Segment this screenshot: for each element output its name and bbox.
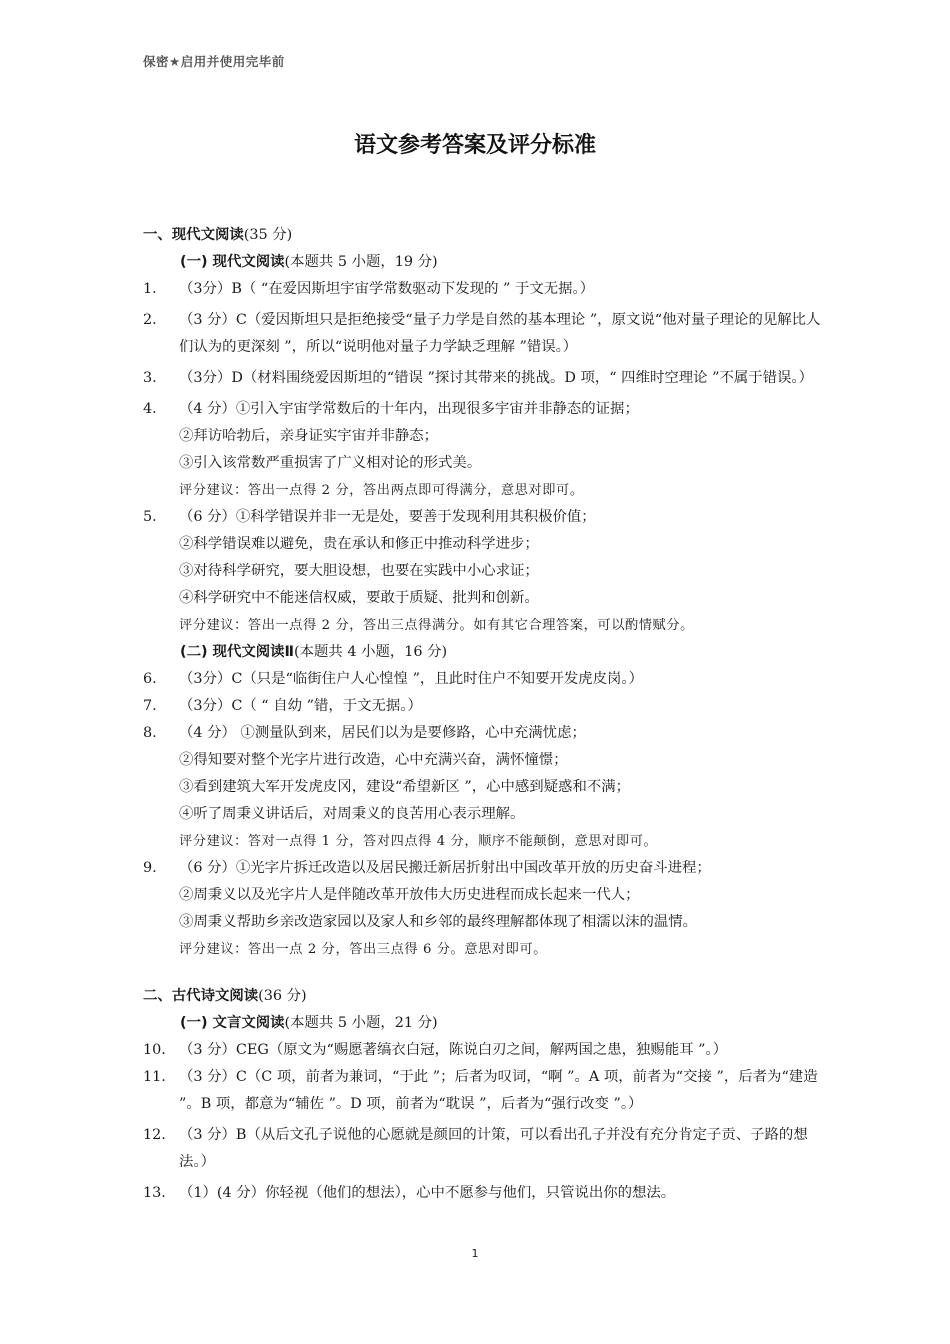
question-answer: （6 分）①科学错误并非一无是处，要善于发现利用其积极价值； xyxy=(179,509,596,525)
question-number: 13. xyxy=(143,1185,166,1201)
question-answer: （3 分）CEG（原文为“赐愿著缟衣白冠，陈说白刃之间，解两国之患，独赐能耳 ”。） xyxy=(179,1042,728,1058)
section-score: (36 分) xyxy=(258,988,307,1004)
question-answer: （3分）C（只是“临街住户人心惶惶 ”，且此时住户不知要开发虎皮岗。） xyxy=(179,671,643,687)
question-answer: （3分）B（ “在爱因斯坦宇宙学常数驱动下发现的 ” 于文无据。） xyxy=(179,281,595,297)
subsection-2-heading xyxy=(143,639,823,666)
question-12 xyxy=(143,1122,823,1176)
answer-line: ③周秉义帮助乡亲改造家园以及家人和乡邻的最终理解都体现了相濡以沫的温情。 xyxy=(179,914,698,930)
answer-line: ④听了周秉义讲话后，对周秉义的良苦用心表示理解。 xyxy=(179,806,525,822)
question-number: 8. xyxy=(143,725,157,741)
page-title: 语文参考答案及评分标准 xyxy=(353,133,596,158)
question-number: 12. xyxy=(143,1127,166,1143)
question-answer: （1）(4 分）你轻视（他们的想法），心中不愿参与他们，只管说出你的想法。 xyxy=(179,1185,676,1201)
answer-line: ④科学研究中不能迷信权威，要敢于质疑、批判和创新。 xyxy=(179,590,539,606)
scoring-note: 评分建议：答出一点得 2 分，答出三点得满分。如有其它合理答案，可以酌情赋分。 xyxy=(179,618,694,633)
answer-line: ③对待科学研究，要大胆设想，也要在实践中小心求证； xyxy=(179,563,539,579)
question-7 xyxy=(143,693,823,720)
confidential-notice: 保密★启用并使用完毕前 xyxy=(143,54,285,69)
question-9 xyxy=(143,855,823,882)
section-1-heading xyxy=(143,222,823,249)
subsection-detail: (本题共 5 小题，21 分) xyxy=(284,1015,438,1031)
question-8 xyxy=(143,720,823,747)
question-11 xyxy=(143,1064,823,1118)
subsection-label: (二) 现代文阅读Ⅱ xyxy=(180,644,294,660)
question-answer: （4 分） ①测量队到来，居民们以为是要修路，心中充满忧虑； xyxy=(179,725,586,741)
answer-line: ③看到建筑大军开发虎皮冈，建设“希望新区 ”，心中感到疑惑和不满； xyxy=(179,779,631,795)
section-heading-text: 二、古代诗文阅读 xyxy=(143,988,259,1004)
question-4 xyxy=(143,396,823,423)
section-heading-text: 一、现代文阅读 xyxy=(143,227,244,243)
answer-line: ②得知要对整个光字片进行改造，心中充满兴奋，满怀憧憬； xyxy=(179,752,568,768)
question-3 xyxy=(143,365,823,392)
question-answer: （6 分）①光字片拆迁改造以及居民搬迁新居折射出中国改革开放的历史奋斗进程； xyxy=(179,860,711,876)
question-number: 7. xyxy=(143,698,157,714)
question-2 xyxy=(143,307,823,361)
question-number: 2． xyxy=(143,312,167,328)
answer-line: ②周秉义以及光字片人是伴随改革开放伟大历史进程而成长起来一代人； xyxy=(179,887,640,903)
question-answer: （3 分）C（C 项，前者为兼词，“于此 ”；后者为叹词，“啊 ”。A 项，前者为“交接 ”，后者为“建造 ”。B 项，都意为“辅佐 ”。D 项，前者为“耽误 ”，后者为“强行改变 ”。） xyxy=(179,1069,818,1112)
answer-content xyxy=(143,222,823,1207)
question-answer: （3分）C（ “ 自幼 ”错，于文无据。） xyxy=(179,698,422,714)
section-score: (35 分) xyxy=(243,227,293,243)
subsection-detail: (本题共 5 小题，19 分) xyxy=(284,254,438,270)
subsection-3-heading xyxy=(143,1010,823,1037)
question-number: 3． xyxy=(143,370,167,386)
scoring-note: 评分建议：答对一点得 1 分，答对四点得 4 分，顺序不能颠倒，意思对即可。 xyxy=(179,834,658,849)
question-10 xyxy=(143,1037,823,1064)
question-number: 1． xyxy=(143,281,167,297)
answer-line: ②科学错误难以避免，贵在承认和修正中推动科学进步； xyxy=(179,536,539,552)
question-number: 10. xyxy=(143,1042,166,1058)
question-number: 11. xyxy=(143,1069,166,1085)
scoring-note: 评分建议：答出一点 2 分，答出三点得 6 分。意思对即可。 xyxy=(179,942,548,957)
question-6 xyxy=(143,666,823,693)
subsection-1-heading xyxy=(143,249,823,276)
answer-line: ②拜访哈勃后，亲身证实宇宙并非静态； xyxy=(179,428,439,444)
question-answer: （3 分）C（爱因斯坦只是拒绝接受“量子力学是自然的基本理论 ”，原文说“他对量子理论的见解比人们认为的更深刻 ”，所以“说明他对量子力学缺乏理解 ”错误。） xyxy=(179,312,821,355)
section-2-heading xyxy=(143,983,823,1010)
page-number: 1 xyxy=(471,1247,479,1260)
question-answer: （4 分）①引入宇宙学常数后的十年内，出现很多宇宙并非静态的证据； xyxy=(179,401,639,417)
scoring-note: 评分建议：答出一点得 2 分，答出两点即可得满分，意思对即可。 xyxy=(179,483,584,498)
subsection-detail: (本题共 4 小题，16 分) xyxy=(294,644,448,660)
subsection-label: (一) 文言文阅读 xyxy=(180,1015,285,1031)
question-13 xyxy=(143,1180,823,1207)
question-5 xyxy=(143,504,823,531)
question-answer: （3 分）B（从后文孔子说他的心愿就是颜回的计策，可以看出孔子并没有充分肯定子贡、子路的想法。） xyxy=(179,1127,808,1170)
question-number: 4． xyxy=(143,401,167,417)
question-number: 5． xyxy=(143,509,167,525)
question-number: 6. xyxy=(143,671,157,687)
question-number: 9. xyxy=(143,860,157,876)
subsection-label: (一) 现代文阅读 xyxy=(180,254,285,270)
question-answer: （3分）D（材料围绕爱因斯坦的“错误 ”探讨其带来的挑战。D 项，“ 四维时空理论 ”不属于错误。） xyxy=(179,370,813,386)
question-1 xyxy=(143,276,823,303)
answer-line: ③引入该常数严重损害了广义相对论的形式美。 xyxy=(179,455,482,471)
